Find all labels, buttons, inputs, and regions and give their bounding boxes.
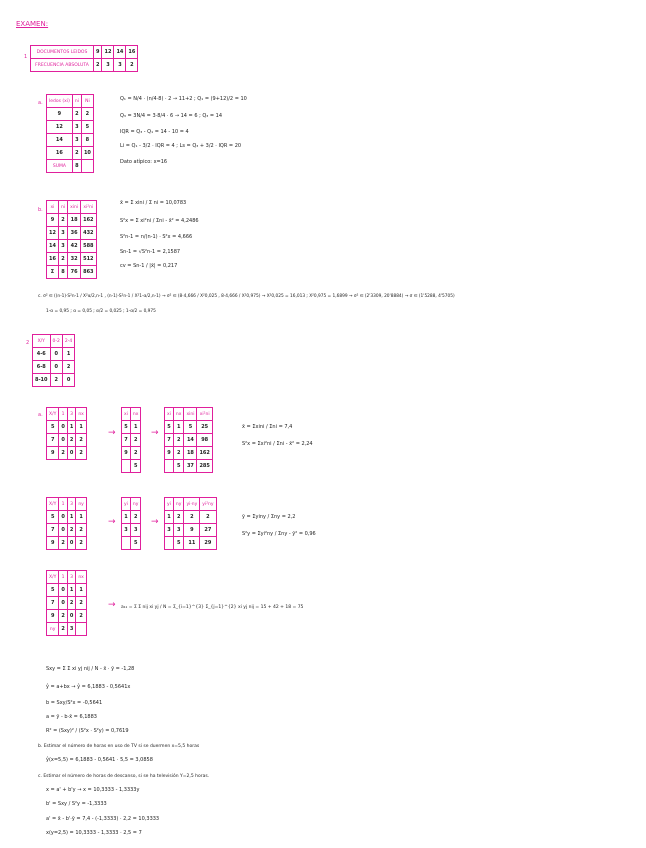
txy-r2c0: 9: [47, 610, 59, 623]
txy-h1: 1: [59, 571, 67, 584]
a-line-0: Q₁ = N/4 · (n/4·8) · 2 → 11+2 ; Q₁ = (9+12)/2 = 10: [120, 96, 247, 102]
tx-r2c1: 2: [59, 447, 67, 460]
ty-h3: ny: [76, 498, 87, 511]
txy-r1c3: 2: [76, 597, 87, 610]
top-r1-c0: 9: [94, 46, 102, 59]
tx-r0c0: 5: [47, 421, 59, 434]
tb-r0c1: 2: [58, 214, 67, 227]
ty2-r1c0: 3: [122, 524, 131, 537]
top-r2-c2: 3: [114, 59, 126, 72]
tx3-r3c0: [165, 460, 174, 473]
ty3-h3: yi²ny: [200, 498, 216, 511]
t2-r2c2: 0: [62, 374, 74, 387]
ty3-h2: yi·ny: [184, 498, 200, 511]
tx2-h1: nx: [130, 408, 141, 421]
b-line-2: S²n-1 = n/(n-1) · S²x = 4,666: [120, 234, 193, 240]
ta-r3c0: 16: [47, 147, 73, 160]
arrow-icon: →: [151, 428, 159, 438]
ty-r0c2: 1: [67, 511, 75, 524]
tb-h1: ni: [58, 201, 67, 214]
a-line-3: Li = Q₁ - 3/2 · IQR = 4 ; Ls = Q₃ + 3/2 · IQR = 20: [120, 143, 242, 149]
tb-r1c1: 3: [58, 227, 67, 240]
tx-h0: X/Y: [47, 408, 59, 421]
tx3-r3c1: 5: [173, 460, 184, 473]
final-line-4: R² = (Sxy)² / (S²x · S²y) = 0,7619: [46, 728, 129, 734]
txy-h2: 3: [67, 571, 75, 584]
tx-r0c1: 0: [59, 421, 67, 434]
txy-r2c2: 0: [67, 610, 75, 623]
top-row2-label: FRECUENCIA ABSOLUTA: [31, 59, 94, 72]
ta-r2c2: 8: [81, 134, 93, 147]
answer-b: ŷ(x=5,5) = 6,1883 - 0,5641 · 5,5 = 3,0858: [46, 757, 153, 763]
x-line-0: x̄ = Σxini / Σni = 7,4: [242, 424, 293, 430]
ty2-r2c0: [122, 537, 131, 550]
ty3-h0: yi: [165, 498, 174, 511]
ty3-r2c3: 29: [200, 537, 216, 550]
tx3-r3c2: 37: [184, 460, 197, 473]
tx2-r3c1: 5: [130, 460, 141, 473]
ty-h1: 1: [59, 498, 67, 511]
ty2-r0c1: 2: [130, 511, 141, 524]
tb-h3: xi²ni: [81, 201, 96, 214]
ta-h0: ledos (xi): [47, 95, 73, 108]
tb-r1c2: 36: [68, 227, 81, 240]
t2-r1c2: 2: [62, 361, 74, 374]
t2-r0c0: 4-6: [33, 348, 51, 361]
top-row1-label: DOCUMENTOS LEIDOS: [31, 46, 94, 59]
table-x2: [121, 407, 141, 473]
ta-r1c1: 3: [72, 121, 81, 134]
c-line-2: 1-α = 0,95 ; α = 0,05 ; α/2 = 0,025 ; 1-α/2 = 0,975: [46, 309, 156, 314]
ty-r2c0: 9: [47, 537, 59, 550]
tx2-r0c0: 5: [122, 421, 131, 434]
ty-r1c2: 2: [67, 524, 75, 537]
txy-r3c0: ny: [47, 623, 59, 636]
txy-r0c1: 0: [59, 584, 67, 597]
ty-r2c1: 2: [59, 537, 67, 550]
tx-h1: 1: [59, 408, 67, 421]
tb-h0: xi: [47, 201, 59, 214]
tb-r2c3: 588: [81, 240, 96, 253]
t2-h2: 2-4: [62, 335, 74, 348]
ty2-r0c0: 1: [122, 511, 131, 524]
tx-r2c0: 9: [47, 447, 59, 460]
table-x3: [164, 407, 213, 473]
tx-r0c2: 1: [67, 421, 75, 434]
tb-r2c0: 14: [47, 240, 59, 253]
ty-h0: X/Y: [47, 498, 59, 511]
ty2-h0: yi: [122, 498, 131, 511]
tx3-r2c1: 2: [173, 447, 184, 460]
tx3-h0: xi: [165, 408, 174, 421]
table-y: [46, 497, 87, 550]
tx3-r0c2: 5: [184, 421, 197, 434]
txy-r2c1: 2: [59, 610, 67, 623]
txy-r3c2: 3: [67, 623, 75, 636]
x-line-1: S²x = Σxi²ni / Σni - x̄² = 2,24: [242, 441, 313, 447]
tx3-r2c3: 162: [197, 447, 212, 460]
tx-r1c2: 2: [67, 434, 75, 447]
ty-r2c2: 0: [67, 537, 75, 550]
ty-r0c3: 1: [76, 511, 87, 524]
ty3-r2c2: 11: [184, 537, 200, 550]
ty3-r2c0: [165, 537, 174, 550]
ty-r0c1: 0: [59, 511, 67, 524]
arrow-icon: →: [108, 600, 116, 610]
t2-r2c1: 2: [50, 374, 62, 387]
tx2-r1c1: 2: [130, 434, 141, 447]
ty-r1c3: 2: [76, 524, 87, 537]
y-line-0: ȳ = Σyiny / Σny = 2,2: [242, 514, 296, 520]
marker-b: b.: [38, 207, 43, 213]
table-2: [32, 334, 75, 387]
top-r1-c3: 16: [126, 46, 138, 59]
ta-r3c1: 2: [72, 147, 81, 160]
t2-r1c1: 0: [50, 361, 62, 374]
a-line-2: IQR = Q₃ - Q₁ = 14 - 10 = 4: [120, 129, 189, 135]
final-line-1: ŷ = a+bx → ŷ = 6,1883 - 0,5641x: [46, 684, 131, 690]
top-r1-c1: 12: [102, 46, 114, 59]
ty3-h1: ny: [173, 498, 184, 511]
txy-r0c0: 5: [47, 584, 59, 597]
txy-r3c3: [76, 623, 87, 636]
table-x: [46, 407, 87, 460]
ta-r1c2: 5: [81, 121, 93, 134]
tx-r1c3: 2: [76, 434, 87, 447]
txy-r1c1: 0: [59, 597, 67, 610]
ta-r0c2: 2: [81, 108, 93, 121]
tb-r3c0: 16: [47, 253, 59, 266]
t2-r0c2: 1: [62, 348, 74, 361]
tb-r2c1: 3: [58, 240, 67, 253]
tb-r3c3: 512: [81, 253, 96, 266]
tx3-h1: nx: [173, 408, 184, 421]
tb-r1c0: 12: [47, 227, 59, 240]
ty3-r2c1: 5: [173, 537, 184, 550]
c-line-1: b' = Sxy / S²y = -1,3333: [46, 801, 107, 807]
ty-h2: 3: [67, 498, 75, 511]
ty3-r0c3: 2: [200, 511, 216, 524]
ta-r1c0: 12: [47, 121, 73, 134]
tx2-r2c1: 2: [130, 447, 141, 460]
tx3-r2c0: 9: [165, 447, 174, 460]
b-line-4: cv = Sn-1 / |x̄| = 0,217: [120, 263, 178, 269]
tb-r0c3: 162: [81, 214, 96, 227]
ty2-h1: ny: [130, 498, 141, 511]
tb-r3c2: 32: [68, 253, 81, 266]
t2-r0c1: 0: [50, 348, 62, 361]
tx3-r1c3: 98: [197, 434, 212, 447]
top-r2-c1: 3: [102, 59, 114, 72]
txy-r0c2: 1: [67, 584, 75, 597]
ty3-r0c2: 2: [184, 511, 200, 524]
a-line-4: Dato atípico: x=16: [120, 159, 168, 165]
marker-1: 1: [24, 54, 28, 60]
tx-r0c3: 1: [76, 421, 87, 434]
ty3-r1c1: 3: [173, 524, 184, 537]
ty-r1c1: 0: [59, 524, 67, 537]
table-xy: [46, 570, 87, 636]
ta-r0c1: 2: [72, 108, 81, 121]
final-line-2: b = Sxy/S²x = -0,5641: [46, 700, 103, 706]
arrow-icon: →: [151, 517, 159, 527]
txy-r3c1: 2: [59, 623, 67, 636]
top-r2-c0: 2: [94, 59, 102, 72]
txy-h3: nx: [76, 571, 87, 584]
tx3-h2: xini: [184, 408, 197, 421]
b-line-1: S²x = Σ xi²ni / Σni - x̄² = 4,2486: [120, 218, 199, 224]
t2-r2c0: 8-10: [33, 374, 51, 387]
tb-r4c1: 8: [58, 266, 67, 279]
t2-h1: 0-2: [50, 335, 62, 348]
c-line-2: a' = x̄ - b'·ȳ = 7,4 - (-1,3333) · 2,2 = 10,3333: [46, 816, 160, 822]
tb-h2: xini: [68, 201, 81, 214]
b-line-3: Sn-1 = √S²n-1 = 2,1587: [120, 249, 181, 255]
ty3-r1c3: 27: [200, 524, 216, 537]
ty-r1c0: 7: [47, 524, 59, 537]
b-line-0: x̄ = Σ xini / Σ ni = 10,0783: [120, 200, 187, 206]
c-line-3: x(y=2,5) = 10,3333 - 1,3333 · 2,5 = 7: [46, 830, 142, 836]
ta-r2c0: 14: [47, 134, 73, 147]
tx2-r3c0: [122, 460, 131, 473]
question-c: c. Estimar el número de horas de descanso, si se ha televisión Y=2,5 horas.: [38, 774, 210, 779]
tx3-r3c3: 285: [197, 460, 212, 473]
tx-r2c2: 0: [67, 447, 75, 460]
ta-sum: 8: [72, 160, 81, 173]
marker-2: 2: [26, 340, 30, 346]
tx3-r1c1: 2: [173, 434, 184, 447]
ty2-r2c1: 5: [130, 537, 141, 550]
tx2-r1c0: 7: [122, 434, 131, 447]
tb-r0c2: 18: [68, 214, 81, 227]
tx3-r2c2: 18: [184, 447, 197, 460]
top-frequency-table: [30, 45, 138, 72]
tx3-r0c0: 5: [165, 421, 174, 434]
ta-sum-label: SUMA: [47, 160, 73, 173]
c-line-0: x = a' + b'y → x = 10,3333 - 1,3333y: [46, 787, 140, 793]
tx2-h0: xi: [122, 408, 131, 421]
ty2-r1c1: 3: [130, 524, 141, 537]
marker-d: a.: [38, 412, 43, 418]
table-a: [46, 94, 94, 173]
ta-r0c0: 9: [47, 108, 73, 121]
exam-title: EXAMEN:: [16, 20, 49, 28]
marker-a: a.: [38, 100, 43, 106]
tx3-r0c1: 1: [173, 421, 184, 434]
txy-r1c0: 7: [47, 597, 59, 610]
ta-r3c2: 10: [81, 147, 93, 160]
tx-r1c0: 7: [47, 434, 59, 447]
ty3-r1c2: 9: [184, 524, 200, 537]
ty-r2c3: 2: [76, 537, 87, 550]
c-line-1: c. σ² ∈ ((n-1)·S²n-1 / X²α/2,n-1 , (n-1)·S²n-1 / X²1-α/2,n-1) → σ² ∈ (8·4,666 / X²0,025 , 8·4,666 / X²0,975) → X²0,025 = 16,013 ; X²0,975 = 1,6899 → σ² ∈ (2'3309, 20'8884) → σ ∈ (1'5288, 4'5705): [38, 294, 455, 299]
xy-line: a₁₁ = Σ Σ nij xi yj / N = Σ_{i=1}^{3} Σ_{j=1}^{2} xi yj nij = 15 + 42 + 18 = 75: [121, 605, 304, 610]
tx-h2: 3: [67, 408, 75, 421]
tb-r1c3: 432: [81, 227, 96, 240]
ty-r0c0: 5: [47, 511, 59, 524]
top-r1-c2: 14: [114, 46, 126, 59]
a-line-1: Q₃ = 3N/4 = 3·8/4 · 6 → 14 = 6 ; Q₃ = 14: [120, 113, 223, 119]
table-b: [46, 200, 97, 279]
ta-h1: ni: [72, 95, 81, 108]
ty3-r0c1: 2: [173, 511, 184, 524]
tb-r4c0: Σ: [47, 266, 59, 279]
tb-r0c0: 9: [47, 214, 59, 227]
tx3-h3: xi²ni: [197, 408, 212, 421]
txy-r1c2: 2: [67, 597, 75, 610]
tx-h3: nx: [76, 408, 87, 421]
arrow-icon: →: [108, 428, 116, 438]
tx2-r0c1: 1: [130, 421, 141, 434]
tx3-r1c0: 7: [165, 434, 174, 447]
table-y2: [121, 497, 141, 550]
table-y3: [164, 497, 217, 550]
ta-h2: Ni: [81, 95, 93, 108]
y-line-1: S²y = Σyi²ny / Σny - ȳ² = 0,96: [242, 531, 316, 537]
txy-r0c3: 1: [76, 584, 87, 597]
t2-r1c0: 6-8: [33, 361, 51, 374]
ty3-r0c0: 1: [165, 511, 174, 524]
tx-r1c1: 0: [59, 434, 67, 447]
tx3-r0c3: 25: [197, 421, 212, 434]
tx3-r1c2: 14: [184, 434, 197, 447]
t2-h0: X/Y: [33, 335, 51, 348]
final-line-3: a = ȳ - b·x̄ = 6,1883: [46, 714, 97, 720]
final-line-0: Sxy = Σ Σ xi yj nij / N - x̄ · ȳ = -1,28: [46, 666, 135, 672]
txy-r2c3: 2: [76, 610, 87, 623]
tb-r2c2: 42: [68, 240, 81, 253]
tb-r4c3: 863: [81, 266, 96, 279]
question-b: b. Estimar el número de horas en uso de TV si se duermen x=5,5 horas: [38, 744, 200, 749]
top-r2-c3: 2: [126, 59, 138, 72]
tb-r4c2: 76: [68, 266, 81, 279]
ta-r2c1: 3: [72, 134, 81, 147]
arrow-icon: →: [108, 517, 116, 527]
tb-r3c1: 2: [58, 253, 67, 266]
tx2-r2c0: 9: [122, 447, 131, 460]
txy-h0: X/Y: [47, 571, 59, 584]
ty3-r1c0: 3: [165, 524, 174, 537]
tx-r2c3: 2: [76, 447, 87, 460]
